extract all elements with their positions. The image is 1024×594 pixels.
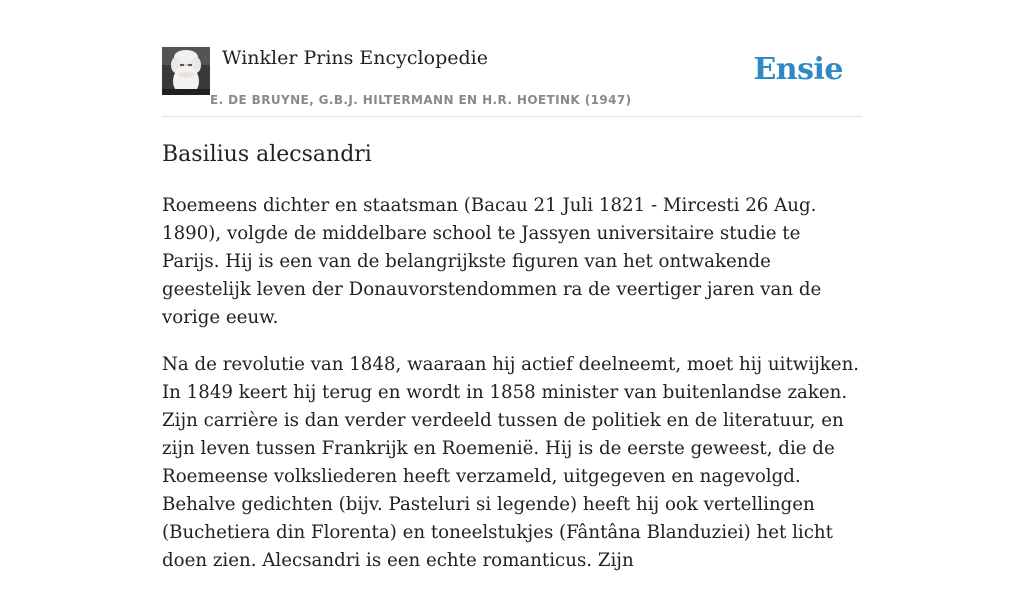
article-body <box>162 192 862 594</box>
encyclopedia-title[interactable]: Winkler Prins Encyclopedie <box>222 47 488 69</box>
article-paragraph: Na de revolutie van 1848, waaraan hij actief deelneemt, moet hij uitwijken. In 1849 keert hij terug en wordt in 1858 minister van buitenlandse zaken. Zijn carrière is dan verder verdeeld tussen de politiek en de literatuur, en zijn leven tussen Frankrijk en Roemenië. Hij is de eerste geweest, die de Roemeense volksliederen heeft verzameld, uitgegeven en nagevolgd. Behalve gedichten (bijv. Pasteluri si legende) heeft hij ook vertellingen (Buchetiera din Florenta) en toneelstukjes (Fântâna Blanduziei) het licht doen zien. Alecsandri is een echte romanticus. Zijn <box>162 354 860 571</box>
site-header <box>162 0 862 117</box>
encyclopedia-authors: E. DE BRUYNE, G.B.J. HILTERMANN EN H.R. HOETINK (1947) <box>210 93 632 107</box>
page <box>162 0 862 571</box>
article-title: Basilius alecsandri <box>162 142 372 167</box>
author-portrait-icon <box>162 47 210 95</box>
author-avatar-icon[interactable] <box>162 47 210 95</box>
ensie-logo[interactable]: Ensie <box>753 52 843 87</box>
article-paragraph: Roemeens dichter en staatsman (Bacau 21 Juli 1821 - Mircesti 26 Aug. 1890), volgde de middelbare school te Jassyen universitaire studie te Parijs. Hij is een van de belangrijkste figuren van het ontwakende geestelijk leven der Donauvorstendommen ra de veertiger jaren van de vorige eeuw. <box>162 195 822 328</box>
